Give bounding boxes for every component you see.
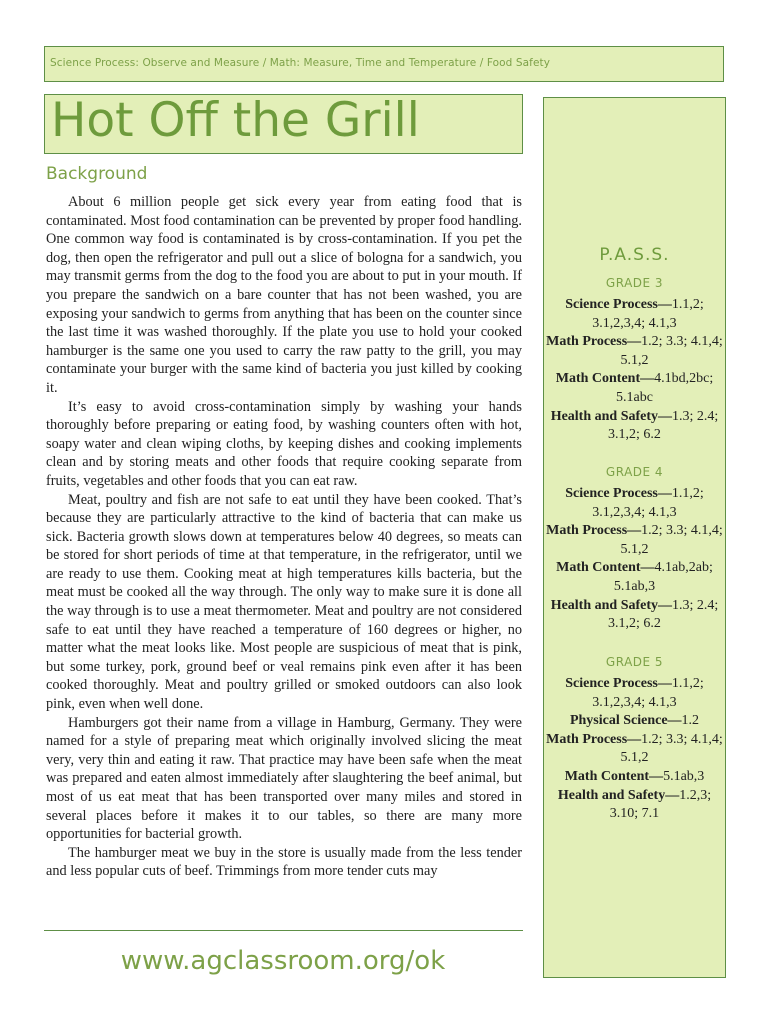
standard-name: Science Process—: [565, 486, 672, 501]
standard-name: Health and Safety—: [550, 408, 673, 424]
standard-value: 1.2: [681, 713, 700, 729]
standard-item: [544, 787, 725, 824]
standard-name: Health and Safety—: [550, 597, 673, 613]
title-box: [44, 94, 523, 154]
breadcrumb: Science Process: Observe and Measure / Math: Measure, Time and Temperature / Food Safety: [50, 57, 551, 69]
standard-value: 4.1ab,2ab; 5.1ab,3: [613, 560, 713, 594]
standard-item: [544, 559, 725, 596]
header-bar: [44, 46, 724, 82]
standard-name: Math Process—: [546, 731, 642, 747]
standard-value: 1.1,2; 3.1,2,3,4; 4.1,3: [592, 297, 704, 331]
standard-name: Math Content—: [555, 371, 655, 387]
background-heading: Background: [46, 164, 148, 184]
paragraph: Meat, poultry and fish are not safe to eat until they have been cooked. That’s because they are particularly attractive to the kind of bacteria that can make us sick. Bacteria growth slows down at temperatures below 40 degrees, so meats can be stored for short periods of time at that temperature, in the refrigerator, until we are ready to use them. Cooking meat at high temperatures kills bacteria, but the meat must be cooked all the way through. The only way to make sure it is done all the way through is to use a meat thermometer. Meat and poultry are not considered safe to eat until they have reached a temperature of 160 degrees or higher, no matter what the meat looks like. Most people are suspicious of meat that is pink, but some turkey, pork, ground beef or veal remains pink even after it has been cooked thoroughly. Meat and poultry grilled or smoked outdoors can also look pink, even when well done.: [46, 491, 522, 713]
standard-item: [544, 485, 725, 522]
standard-value: 1.2; 3.3; 4.1,4; 5.1,2: [620, 731, 723, 766]
standard-name: Math Process—: [546, 523, 642, 539]
standard-item: [544, 370, 725, 407]
grade-section: [544, 276, 725, 445]
standard-item: [544, 408, 725, 445]
paragraph: The hamburger meat we buy in the store is usually made from the less tender and less popular cuts of beef. Trimmings from more tender cuts may: [46, 844, 522, 880]
standard-name: Math Process—: [546, 334, 642, 350]
footer-divider: [44, 930, 523, 931]
grade-label: GRADE 5: [605, 655, 664, 669]
standard-item: [544, 712, 725, 731]
standard-value: 4.1bd,2bc; 5.1abc: [616, 371, 714, 405]
article-body: [46, 193, 522, 881]
standard-name: Science Process—: [565, 676, 672, 691]
standard-name: Math Content—: [564, 768, 664, 784]
standard-value: 1.2,3; 3.10; 7.1: [609, 787, 712, 822]
standard-value: 1.2; 3.3; 4.1,4; 5.1,2: [620, 334, 723, 368]
grade-label: GRADE 3: [605, 276, 664, 290]
standard-name: Math Content—: [556, 560, 655, 576]
standard-name: Science Process—: [565, 297, 672, 312]
standard-value: 1.2; 3.3; 4.1,4; 5.1,2: [620, 523, 723, 557]
standards-sidebar: [543, 97, 726, 978]
standard-item: [544, 675, 725, 712]
paragraph: It’s easy to avoid cross-contamination simply by washing your hands thoroughly before preparing or eating food, by washing counters often with hot, soapy water and clean wiping cloths, by keeping dishes and cooking implements clean and by storing meats and other foods that require cooking separate from fruits, vegetables and other foods that you can eat raw.: [46, 398, 522, 489]
standard-value: 1.3; 2.4; 3.1,2; 6.2: [608, 408, 719, 443]
standard-item: [544, 522, 725, 559]
sidebar-heading: P.A.S.S.: [599, 245, 670, 265]
grade-label: GRADE 4: [605, 465, 664, 479]
footer-url[interactable]: www.agclassroom.org/ok: [120, 946, 446, 976]
standard-value: 5.1ab,3: [663, 768, 705, 784]
standard-item: [544, 768, 725, 787]
standard-name: Physical Science—: [569, 713, 682, 729]
standard-value: 1.3; 2.4; 3.1,2; 6.2: [608, 597, 719, 632]
standard-name: Health and Safety—: [557, 787, 680, 803]
grade-section: [544, 465, 725, 634]
grade-section: [544, 655, 725, 824]
page-title: Hot Off the Grill: [51, 93, 420, 148]
standard-item: [544, 296, 725, 333]
standard-value: 1.1,2; 3.1,2,3,4; 4.1,3: [592, 676, 704, 710]
standard-item: [544, 731, 725, 768]
standard-item: [544, 333, 725, 370]
paragraph: About 6 million people get sick every year from eating food that is contaminated. Most food contamination can be prevented by proper food handling. One common way food is contaminated is by cross-contamination. If you pet the dog, then open the refrigerator and pull out a slice of bologna for a sandwich, you may transmit germs from the dog to the food you are about to put in your mouth. If you prepare the sandwich on a bare counter that has not been washed, you are exposing your sandwich to germs from anything that has been on the counter since the last time it was washed thoroughly. If the plate you use to hold your cooked hamburger is the same one you used to carry the raw patty to the grill, you may contaminate your burger with the same kind of bacteria you just killed by cooking it.: [46, 194, 522, 396]
standard-item: [544, 597, 725, 634]
standard-value: 1.1,2; 3.1,2,3,4; 4.1,3: [592, 486, 704, 520]
paragraph: Hamburgers got their name from a village in Hamburg, Germany. They were named for a style of preparing meat which originally involved slicing the meat very, very thin and eating it raw. That practice may have been safe when the meat was prepared and eaten almost immediately after slaughtering the beef animal, but most of us eat meat that has been transported over many miles and stored in several places before it makes it to our tables, so there are many more opportunities for bacterial growth.: [46, 714, 522, 843]
